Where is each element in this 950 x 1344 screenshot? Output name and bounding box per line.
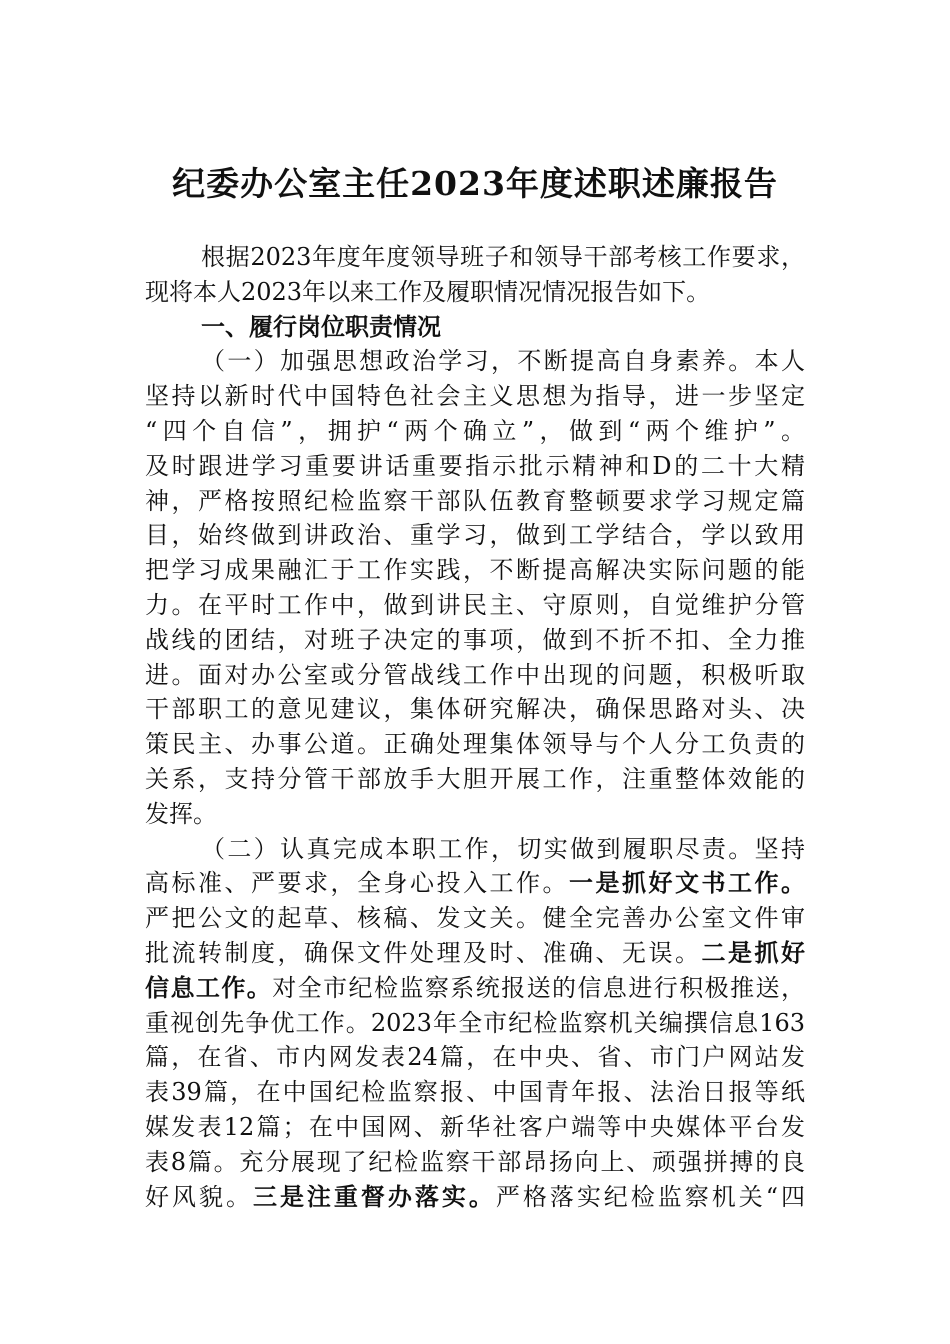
text-segment: 目，始终做到讲政治、重学习，做到工学结合，学以致用: [145, 521, 805, 550]
text-line: [145, 553, 805, 588]
text-line: [145, 344, 805, 379]
text-segment: 媒发表12篇；在中国网、新华社客户端等中央媒体平台发: [145, 1112, 805, 1141]
text-line: [145, 588, 805, 623]
text-line: [145, 1040, 805, 1075]
bold-text-segment: 二是抓好: [701, 937, 805, 967]
text-segment: 干部职工的意见建议，集体研究解决，确保思路对头、决: [145, 695, 805, 724]
text-segment: 表39篇，在中国纪检监察报、中国青年报、法治日报等纸: [145, 1078, 805, 1107]
text-segment: 根据2023年度年度领导班子和领导干部考核工作要求，: [201, 243, 805, 271]
text-segment: 篇，在省、市内网发表24篇，在中央、省、市门户网站发: [145, 1043, 805, 1072]
bold-text-segment: 一、履行岗位职责情况: [201, 311, 441, 341]
text-line: [145, 310, 805, 345]
text-line: [145, 449, 805, 484]
document-body: [145, 240, 805, 1214]
text-line: [145, 275, 805, 310]
text-line: [145, 797, 805, 832]
text-segment: 发挥。: [145, 799, 217, 828]
text-segment: 关系，支持分管干部放手大胆开展工作，注重整体效能的: [145, 764, 805, 793]
text-line: [145, 484, 805, 519]
text-line: [145, 1110, 805, 1145]
text-line: [145, 971, 805, 1006]
text-segment: 策民主、办事公道。正确处理集体领导与个人分工负责的: [145, 730, 805, 759]
text-segment: （一）加强思想政治学习，不断提高自身素养。本人: [201, 347, 805, 376]
text-line: [145, 1006, 805, 1041]
text-segment: 及时跟进学习重要讲话重要指示批示精神和D的二十大精: [145, 451, 805, 480]
document-title: 纪委办公室主任2023年度述职述廉报告: [172, 164, 778, 203]
text-segment: 重视创先争优工作。2023年全市纪检监察机关编撰信息163: [145, 1008, 805, 1037]
text-line: [145, 658, 805, 693]
text-line: [145, 936, 805, 971]
text-line: [145, 1075, 805, 1110]
text-segment: 严把公文的起草、核稿、发文关。健全完善办公室文件审: [145, 904, 805, 933]
text-line: [145, 240, 805, 275]
text-segment: 严格落实纪检监察机关“四: [495, 1182, 805, 1211]
bold-text-segment: 三是注重督办落实。: [252, 1181, 496, 1211]
text-line: [145, 692, 805, 727]
bold-text-segment: 一是抓好文书工作。: [569, 868, 805, 898]
text-segment: 战线的团结，对班子决定的事项，做到不折不扣、全力推: [145, 625, 805, 654]
text-segment: 神，严格按照纪检监察干部队伍教育整顿要求学习规定篇: [145, 486, 805, 515]
text-line: [145, 518, 805, 553]
text-segment: 对全市纪检监察系统报送的信息进行积极推送，: [272, 973, 806, 1002]
bold-text-segment: 信息工作。: [145, 972, 273, 1002]
text-segment: 批流转制度，确保文件处理及时、准确、无误。: [145, 938, 702, 967]
text-line: [145, 414, 805, 449]
text-segment: （二）认真完成本职工作，切实做到履职尽责。坚持: [201, 834, 805, 863]
text-line: [145, 1180, 805, 1215]
text-line: [145, 832, 805, 867]
text-segment: 坚持以新时代中国特色社会主义思想为指导，进一步坚定: [145, 382, 805, 411]
text-line: [145, 623, 805, 658]
text-line: [145, 379, 805, 414]
text-line: [145, 727, 805, 762]
text-line: [145, 762, 805, 797]
text-segment: 把学习成果融汇于工作实践，不断提高解决实际问题的能: [145, 556, 805, 585]
text-segment: 进。面对办公室或分管战线工作中出现的问题，积极听取: [145, 660, 805, 689]
text-segment: 高标准、严要求，全身心投入工作。: [145, 869, 569, 898]
text-segment: 好风貌。: [145, 1182, 253, 1211]
text-line: [145, 901, 805, 936]
text-segment: 力。在平时工作中，做到讲民主、守原则，自觉维护分管: [145, 590, 805, 619]
text-line: [145, 866, 805, 901]
text-segment: 现将本人2023年以来工作及履职情况情况报告如下。: [145, 277, 711, 306]
text-segment: 表8篇。充分展现了纪检监察干部昂扬向上、顽强拼搏的良: [145, 1147, 805, 1176]
text-segment: “四个自信”，拥护“两个确立”，做到“两个维护”。: [145, 416, 805, 445]
text-line: [145, 1145, 805, 1180]
